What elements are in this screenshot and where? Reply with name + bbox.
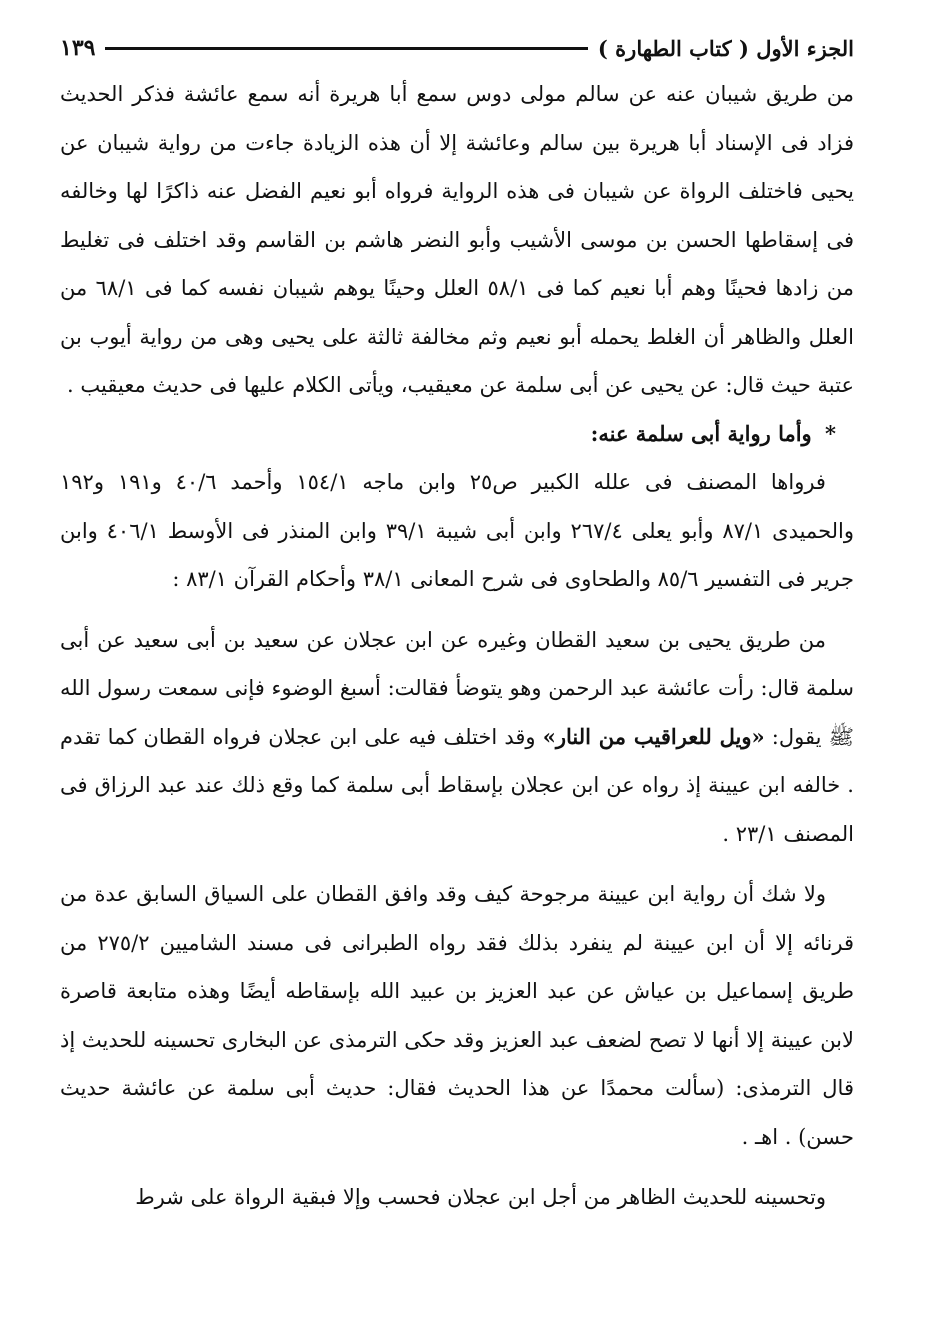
header-rule — [105, 47, 587, 50]
page-number: ١٣٩ — [60, 35, 96, 61]
paragraph-gap — [60, 858, 854, 870]
paragraph-1: من طريق شيبان عنه عن سالم مولى دوس سمع أبا هريرة أنه سمع عائشة فذكر الحديث فزاد فى الإسناد أبا هريرة بين سالم وعائشة إلا أن هذه الزيادة جاءت من رواية شيبان عن يحيى فاختلف الرواة عن شيبان فى هذه الرواية فرواه أبو نعيم الفضل عنه ذاكرًا لها وخالفه فى إسقاطها الحسن بن موسى الأشيب وأبو النضر هاشم بن القاسم وقد اختلف فى تغليط من زادها فحينًا وهم أبا نعيم كما فى ٥٨/١ العلل وحينًا يوهم شيبان نفسه كما فى ٦٨/١ من العلل والظاهر أن الغلط يحمله أبو نعيم وثم مخالفة ثالثة على يحيى وهى من رواية أيوب بن عتبة حيث قال: عن يحيى عن أبى سلمة عن معيقيب، ويأتى الكلام عليها فى حديث معيقيب . — [60, 82, 854, 397]
heading-star-icon: * — [825, 420, 836, 446]
paragraph-3 — [60, 616, 854, 859]
paragraph-2: فرواها المصنف فى علله الكبير ص٢٥ وابن ماجه ١٥٤/١ وأحمد ٤٠/٦ و١٩١ و١٩٢ والحميدى ٨٧/١ وأبو يعلى ٢٦٧/٤ وابن أبى شيبة ٣٩/١ وابن المنذر فى الأوسط ٤٠٦/١ وابن جرير فى التفسير ٨٥/٦ والطحاوى فى شرح المعانى ٣٨/١ وأحكام القرآن ٨٣/١ : — [60, 470, 855, 591]
document-page — [60, 26, 854, 1308]
hadith-quote: «ويل للعراقيب من النار» — [542, 723, 765, 749]
paragraph-4: ولا شك أن رواية ابن عيينة مرجوحة كيف وقد وافق القطان على السياق السابق عدة من قرنائه إلا أن ابن عيينة لم ينفرد بذلك فقد رواه الطبرانى فى مسند الشاميين ٢٧٥/٢ من طريق إسماعيل بن عياش عن عبد العزيز بن عبيد الله بإسقاطه أيضًا وهذه متابعة قاصرة لابن عيينة إلا أنها لا تصح لضعف عبد العزيز وقد حكى الترمذى عن البخارى تحسينه للحديث إذ قال الترمذى: (سألت محمدًا عن هذا الحديث فقال: حديث أبى سلمة عن عائشة حديث حسن) . اهـ . — [60, 882, 854, 1149]
section-heading — [60, 410, 854, 459]
page-body — [60, 70, 854, 1222]
paragraph-5: وتحسينه للحديث الظاهر من أجل ابن عجلان فحسب وإلا فبقية الرواة على شرط — [135, 1185, 826, 1209]
section-heading-text: وأما رواية أبى سلمة عنه: — [590, 420, 812, 446]
paragraph-gap — [60, 604, 854, 616]
paragraph-3-part-b: وقد اختلف فيه على ابن عجلان فرواه القطان كما تقدم . خالفه ابن عيينة إذ رواه عن ابن عجلان بإسقاط أبى سلمة كما وقع ذلك عند عبد الرزاق فى المصنف ٢٣/١ . — [60, 724, 854, 846]
page-header — [60, 26, 854, 70]
paragraph-3-part-a: من طريق يحيى بن سعيد القطان وغيره عن ابن عجلان عن سعيد بن أبى سعيد عن أبى سلمة قال: رأت عائشة عبد الرحمن وهو يتوضأ فقالت: أسبغ الوضوء فإنى سمعت رسول الله ﷺ يقول: — [60, 627, 854, 749]
running-title: الجزء الأول ( كتاب الطهارة ) — [597, 35, 854, 61]
paragraph-gap — [60, 1161, 854, 1173]
